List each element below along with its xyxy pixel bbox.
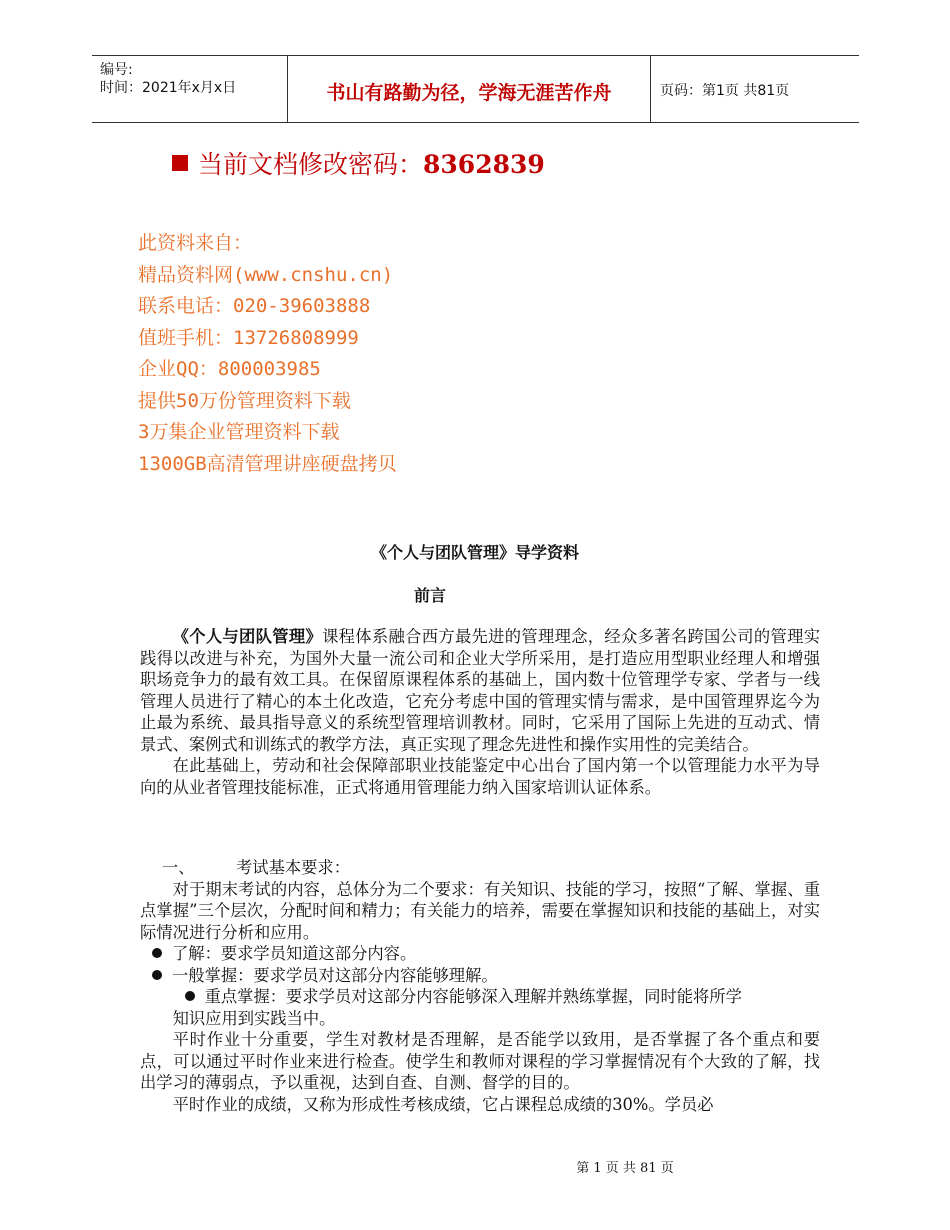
header-page-cell [650,56,859,122]
document-number-label: 编号: [100,62,133,78]
section-heading [140,857,820,879]
bullet-icon [152,970,162,980]
document-title: 《个人与团队管理》导学资料 [370,543,579,562]
preface-paragraph-text: 课程体系融合西方最先进的管理理念，经众多著名跨国公司的管理实践得以改进与补充，为国外大量一流公司和企业大学所采用，是打造应用型职业经理人和增强职场竞争力的最有效工具。在保留原课程体系的基础上，国内数十位管理学专家、学者与一线管理人员进行了精心的本土化改造，它充分考虑中国的管理实情与需求，是中国管理界迄今为止最为系统、最具指导意义的系统型管理培训教材。同时，它采用了国际上先进的互动式、情景式、案例式和训练式的教学方法，真正实现了理念先进性和操作实用性的完美结合。 [140,627,820,754]
password-label: 当前文档修改密码： [198,150,424,179]
list-item-text-continued: 知识应用到实践当中。 [172,1008,336,1028]
homework-paragraph: 平时作业十分重要，学生对教材是否理解，是否能学以致用，是否掌握了各个重点和要点，可以通过平时作业来进行检查。使学生和教师对课程的学习掌握情况有个大致的了解，找出学习的薄弱点，予以重视，达到自查、自测、督学的目的。 [140,1030,820,1092]
list-item-text: 一般掌握：要求学员对这部分内容能够理解。 [172,965,498,985]
header-meta-cell [92,56,287,122]
source-line: 3万集企业管理资料下载 [138,421,340,443]
preface-paragraph: 在此基础上，劳动和社会保障部职业技能鉴定中心出台了国内第一个以管理能力水平为导向的从业者管理技能标准，正式将通用管理能力纳入国家培训认证体系。 [140,756,820,797]
bullet-icon [185,991,195,1001]
source-line: 1300GB高清管理讲座硬盘拷贝 [138,452,397,475]
source-line: 企业QQ：800003985 [138,358,321,380]
source-info-block [138,228,397,480]
square-bullet-icon [172,155,188,171]
list-item-text: 了解：要求学员知道这部分内容。 [172,944,417,963]
section-number: 一、 [162,858,195,877]
homework-grade-paragraph: 平时作业的成绩，又称为形成性考核成绩，它占课程总成绩的30%。学员必 [172,1094,714,1114]
section-title: 考试基本要求： [236,858,350,877]
list-item [140,965,820,987]
preface-paragraph [140,626,820,755]
course-name-bold: 《个人与团队管理》 [172,627,323,646]
password-notice [172,145,545,181]
source-line: 精品资料网(www.cnshu.cn) [138,263,394,286]
document-time-label: 时间：2021年x月x日 [100,80,237,96]
header-motto: 书山有路勤为径，学海无涯苦作舟 [326,82,612,104]
header-motto-cell [287,56,651,122]
source-line: 联系电话：020-39603888 [138,295,371,317]
list-item [140,943,820,965]
source-line: 此资料来自： [138,232,253,254]
document-header [92,55,859,123]
header-page-info: 页码：第1页 共81页 [660,83,790,99]
source-line: 提供50万份管理资料下载 [138,389,351,412]
page-footer: 第 1 页 共 81 页 [576,1161,674,1176]
list-item [140,986,820,1029]
requirements-paragraph: 对于期末考试的内容，总体分为二个要求：有关知识、技能的学习，按照“了解、掌握、重点掌握”三个层次，分配时间和精力；有关能力的培养，需要在掌握知识和技能的基础上，对实际情况进行分析和应用。 [140,879,820,942]
list-item-text: 重点掌握：要求学员对这部分内容能够深入理解并熟练掌握，同时能将所学 [204,987,742,1006]
bullet-icon [152,948,162,958]
preface-body [140,626,820,798]
preface-heading: 前言 [413,586,446,605]
source-line: 值班手机：13726808999 [138,326,359,349]
exam-requirements-section [140,857,820,1115]
password-code: 8362839 [423,150,545,179]
